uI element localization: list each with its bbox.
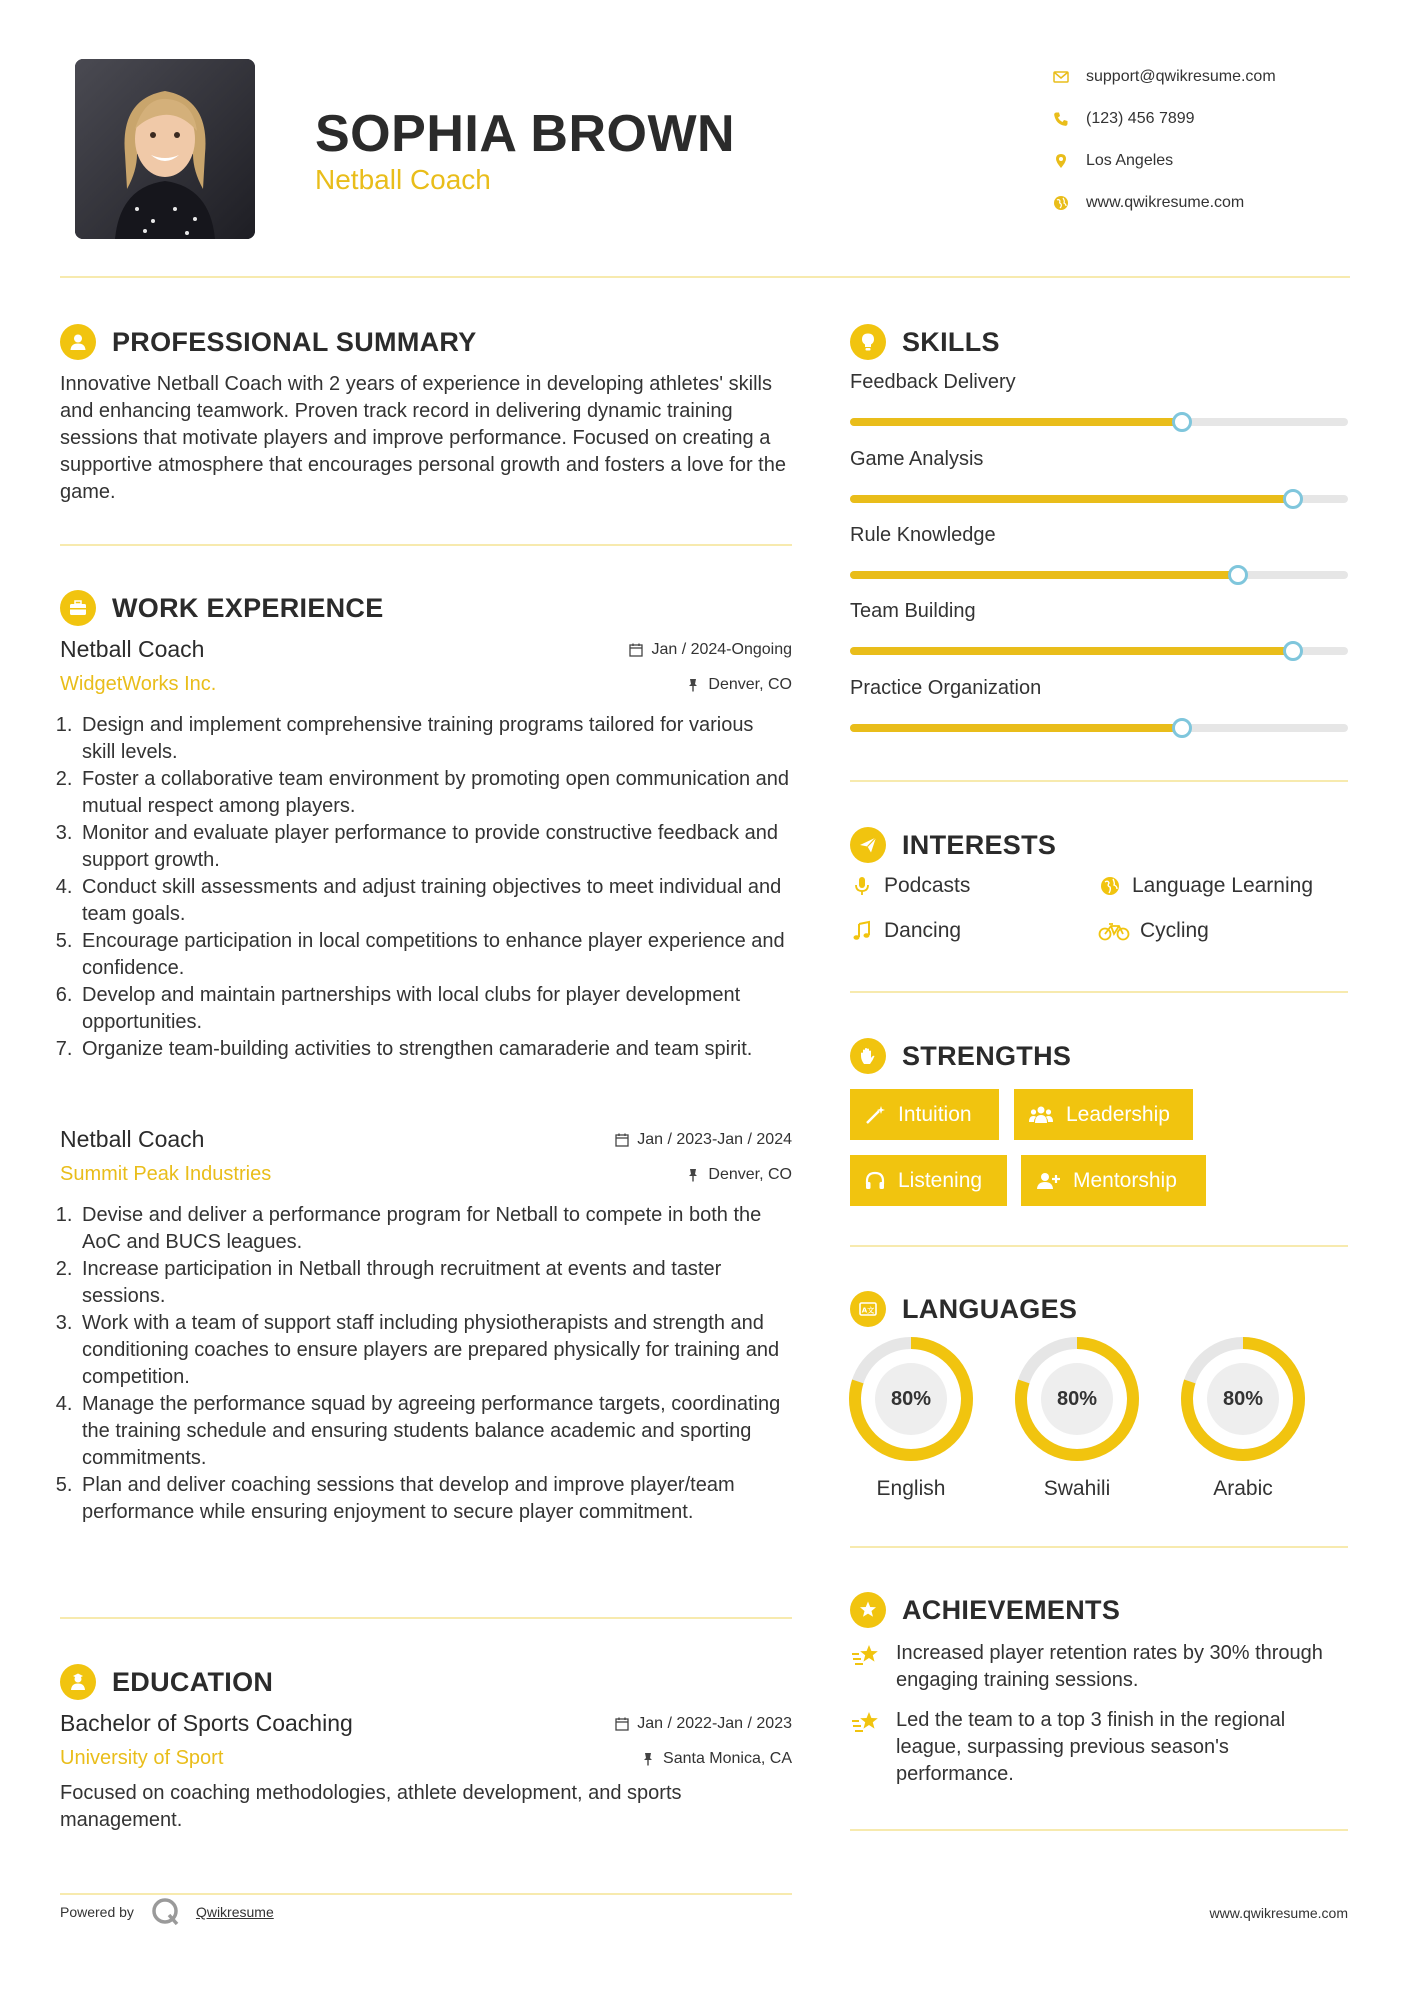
magic-wand-icon	[864, 1104, 886, 1126]
skill-bar	[850, 571, 1348, 579]
list-item: 2. Increase participation in Netball through recruitment at events and taster sessions.	[78, 1256, 792, 1310]
skill-knob	[1172, 412, 1192, 432]
music-note-icon	[850, 919, 874, 943]
skill-name: Rule Knowledge	[850, 524, 996, 546]
language-name: Arabic	[1213, 1477, 1273, 1500]
skill-knob	[1172, 718, 1192, 738]
skill-practice-organization	[850, 677, 1348, 732]
user-plus-icon	[1035, 1170, 1061, 1192]
experience-heading: WORK EXPERIENCE	[60, 590, 384, 626]
pushpin-icon	[641, 1752, 655, 1766]
language-percent: 80%	[890, 1387, 932, 1410]
lightbulb-icon	[850, 324, 886, 360]
qwikresume-logo-icon	[150, 1896, 182, 1928]
contact-phone-text: (123) 456 7899	[1086, 110, 1195, 127]
briefcase-icon	[60, 590, 96, 626]
list-item: 5. Plan and deliver coaching sessions that develop and improve player/team performance while ensuring enjoyment to secure player commitment.	[78, 1472, 792, 1526]
raised-hand-icon	[850, 1038, 886, 1074]
job-1-bullets	[60, 712, 792, 1063]
skill-rule-knowledge	[850, 524, 1348, 579]
language-name: Swahili	[1043, 1477, 1111, 1500]
strengths-heading: STRENGTHS	[850, 1038, 1071, 1074]
list-item: 6. Develop and maintain partnerships with local clubs for player development opportunities.	[78, 982, 792, 1036]
shooting-star-icon	[850, 1642, 882, 1694]
contact-website-text: www.qwikresume.com	[1086, 194, 1245, 211]
skill-name: Feedback Delivery	[850, 371, 1016, 393]
job-position: Netball Coach	[60, 1126, 205, 1152]
skill-knob	[1283, 641, 1303, 661]
strength-listening: Listening	[850, 1155, 1007, 1206]
skill-knob	[1283, 489, 1303, 509]
skills-heading: SKILLS	[850, 324, 1000, 360]
strength-mentorship: Mentorship	[1021, 1155, 1206, 1206]
contact-block	[1050, 56, 1350, 224]
job-position: Netball Coach	[60, 636, 205, 662]
list-item: 3. Work with a team of support staff including physiotherapists and strength and conditioning coaches to ensure players are prepared physically for training and competition.	[78, 1310, 792, 1391]
summary-divider	[60, 544, 792, 546]
footer-divider	[60, 1893, 792, 1895]
experience-divider	[60, 1617, 792, 1619]
skill-bar	[850, 418, 1348, 426]
footer-powered-by	[60, 1896, 274, 1928]
achievement-2	[850, 1707, 1350, 1788]
interest-language-learning: Language Learning	[1098, 874, 1313, 898]
job-date: Jan / 2024-Ongoing	[629, 641, 792, 659]
education-school: University of Sport	[60, 1747, 224, 1769]
language-english	[849, 1337, 973, 1501]
language-swahili	[1015, 1337, 1139, 1501]
globe-icon	[1098, 874, 1122, 898]
job-2	[60, 1126, 792, 1526]
phone-icon	[1050, 108, 1072, 130]
microphone-icon	[850, 874, 874, 898]
interest-cycling: Cycling	[1098, 919, 1209, 943]
header-divider	[60, 276, 1350, 278]
contact-email-text: support@qwikresume.com	[1086, 68, 1276, 85]
skills-divider	[850, 780, 1348, 782]
skill-name: Team Building	[850, 600, 976, 622]
achievements-divider	[850, 1829, 1348, 1831]
skill-name: Game Analysis	[850, 448, 984, 470]
job-2-bullets	[60, 1202, 792, 1526]
pushpin-icon	[686, 678, 700, 692]
contact-location	[1050, 140, 1350, 182]
skill-feedback-delivery	[850, 371, 1348, 426]
headphones-icon	[864, 1170, 886, 1192]
job-location: Denver, CO	[686, 676, 792, 694]
star-badge-icon	[850, 1592, 886, 1628]
skill-name: Practice Organization	[850, 677, 1042, 699]
achievement-text: Increased player retention rates by 30% through engaging training sessions.	[896, 1642, 1323, 1691]
interest-podcasts: Podcasts	[850, 874, 970, 898]
users-icon	[1028, 1104, 1054, 1126]
summary-heading: PROFESSIONAL SUMMARY	[60, 324, 477, 360]
shooting-star-icon	[850, 1709, 882, 1788]
skill-knob	[1228, 565, 1248, 585]
skill-bar	[850, 724, 1348, 732]
job-company: Summit Peak Industries	[60, 1163, 272, 1185]
contact-location-text: Los Angeles	[1086, 152, 1174, 169]
paper-plane-icon	[850, 827, 886, 863]
strengths-divider	[850, 1245, 1348, 1247]
education-date: Jan / 2022-Jan / 2023	[615, 1715, 792, 1733]
education-heading: EDUCATION	[60, 1664, 273, 1700]
graduate-icon	[60, 1664, 96, 1700]
strength-intuition: Intuition	[850, 1089, 999, 1140]
language-arabic	[1181, 1337, 1305, 1501]
calendar-icon	[629, 643, 643, 657]
profile-photo	[75, 59, 255, 239]
education-description: Focused on coaching methodologies, athlete development, and sports management.	[60, 1782, 682, 1831]
svg-text:A文: A文	[861, 1306, 875, 1315]
calendar-icon	[615, 1717, 629, 1731]
map-pin-icon	[1050, 150, 1072, 172]
skill-bar	[850, 647, 1348, 655]
skill-game-analysis	[850, 448, 1348, 503]
job-1	[60, 636, 792, 1063]
list-item: 4. Conduct skill assessments and adjust training objectives to meet individual and team goals.	[78, 874, 792, 928]
list-item: 5. Encourage participation in local competitions to enhance player experience and confidence.	[78, 928, 792, 982]
job-date: Jan / 2023-Jan / 2024	[615, 1131, 792, 1149]
powered-by-label: Powered by	[60, 1904, 134, 1920]
education-entry	[60, 1710, 792, 1834]
interest-dancing: Dancing	[850, 919, 961, 943]
pushpin-icon	[686, 1168, 700, 1182]
interests-divider	[850, 991, 1348, 993]
list-item: 1. Devise and deliver a performance program for Netball to compete in both the AoC and BUCS leagues.	[78, 1202, 792, 1256]
contact-email[interactable]	[1050, 56, 1350, 98]
language-name: English	[876, 1477, 946, 1500]
globe-icon	[1050, 192, 1072, 214]
language-percent: 80%	[1222, 1387, 1264, 1410]
strength-leadership: Leadership	[1014, 1089, 1193, 1140]
interests-heading: INTERESTS	[850, 827, 1056, 863]
education-degree: Bachelor of Sports Coaching	[60, 1710, 353, 1736]
qwikresume-link[interactable]: Qwikresume	[195, 1904, 274, 1920]
language-icon	[850, 1291, 886, 1327]
candidate-name: SOPHIA BROWN	[315, 105, 736, 163]
education-location: Santa Monica, CA	[641, 1750, 792, 1768]
achievements-heading: ACHIEVEMENTS	[850, 1592, 1120, 1628]
skill-bar	[850, 495, 1348, 503]
envelope-icon	[1050, 66, 1072, 88]
user-icon	[60, 324, 96, 360]
bicycle-icon	[1098, 919, 1130, 943]
calendar-icon	[615, 1133, 629, 1147]
job-location: Denver, CO	[686, 1166, 792, 1184]
footer-website[interactable]: www.qwikresume.com	[1209, 1905, 1348, 1921]
language-percent: 80%	[1056, 1387, 1098, 1410]
list-item: 3. Monitor and evaluate player performance to provide constructive feedback and support growth.	[78, 820, 792, 874]
skill-team-building	[850, 600, 1348, 655]
summary-text: Innovative Netball Coach with 2 years of experience in developing athletes' skills and enhancing teamwork. Proven track record in delivering dynamic training sessions that motivate players and improve performance. Focused on creating a supportive atmosphere that encourages personal growth and fosters a love for the game.	[60, 373, 786, 503]
contact-phone[interactable]	[1050, 98, 1350, 140]
languages-heading: A文 LANGUAGES	[850, 1291, 1077, 1327]
contact-website[interactable]	[1050, 182, 1350, 224]
achievement-1	[850, 1640, 1350, 1694]
languages-divider	[850, 1546, 1348, 1548]
achievement-text: Led the team to a top 3 finish in the regional league, surpassing previous season's performance.	[896, 1709, 1286, 1785]
list-item: 4. Manage the performance squad by agreeing performance targets, coordinating the training schedule and ensuring students balance academic and sporting commitments.	[78, 1391, 792, 1472]
candidate-title: Netball Coach	[315, 164, 491, 195]
list-item: 2. Foster a collaborative team environment by promoting open communication and mutual respect among players.	[78, 766, 792, 820]
list-item: 1. Design and implement comprehensive training programs tailored for various skill levels.	[78, 712, 792, 766]
list-item: 7. Organize team-building activities to strengthen camaraderie and team spirit.	[78, 1036, 792, 1063]
job-company: WidgetWorks Inc.	[60, 673, 217, 695]
